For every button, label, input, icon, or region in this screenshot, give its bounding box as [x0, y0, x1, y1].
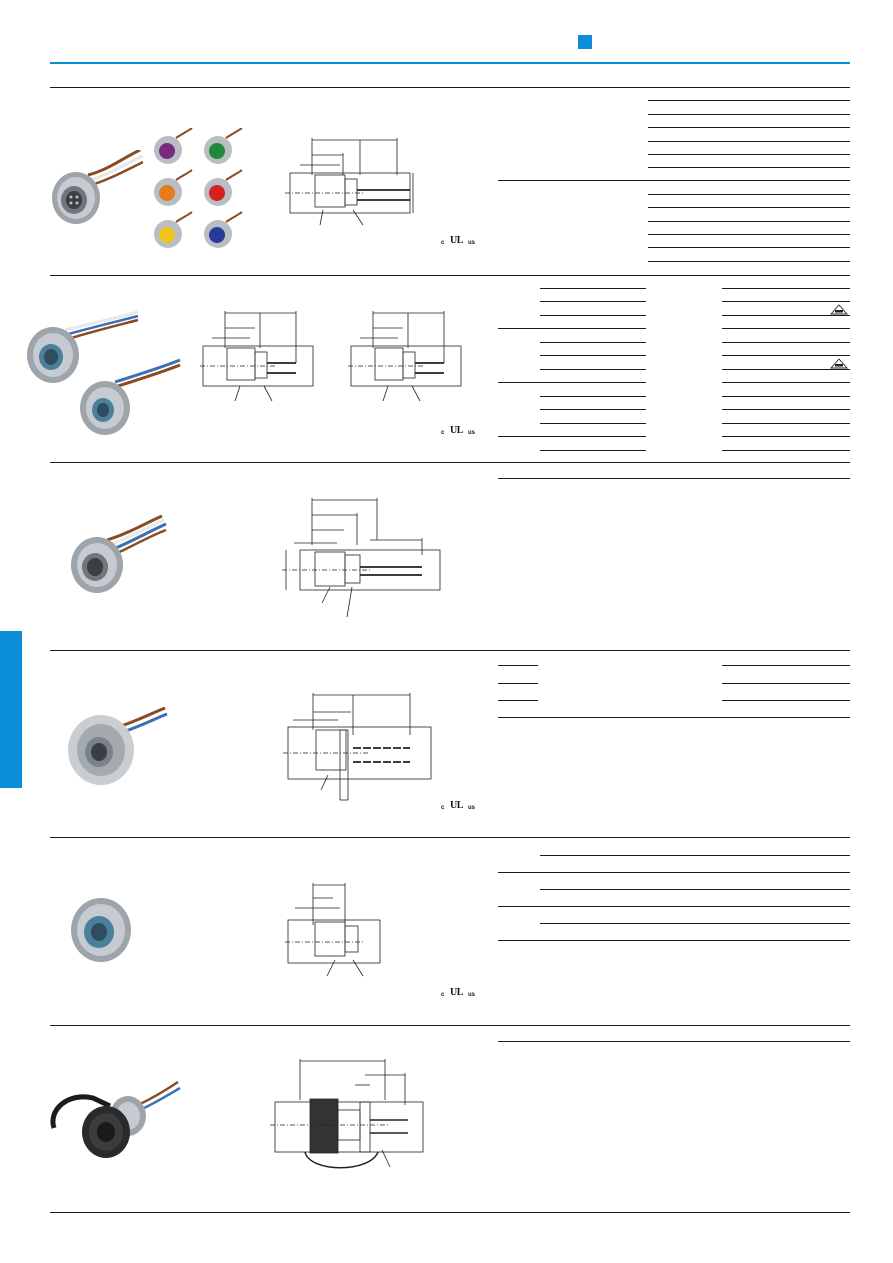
section-divider — [50, 837, 850, 838]
dimension-drawing — [283, 690, 438, 805]
table-rule — [722, 315, 850, 316]
ul-certification-mark: c UL us — [441, 235, 476, 246]
table-rule — [498, 436, 646, 437]
table-rule — [722, 288, 850, 289]
table-rule — [540, 355, 646, 356]
table-rule — [648, 114, 850, 115]
dimension-drawing — [285, 135, 425, 230]
side-index-tab — [0, 631, 22, 788]
table-rule — [648, 221, 850, 222]
header-accent-square — [578, 35, 592, 49]
panel-connector-photo — [48, 150, 143, 230]
table-rule — [722, 382, 850, 383]
two-panel-connectors-photo — [20, 310, 190, 440]
table-rule — [540, 923, 850, 924]
table-rule — [498, 1041, 850, 1042]
table-rule — [722, 328, 850, 329]
section-divider — [50, 650, 850, 651]
vde-approval-icon — [830, 304, 848, 315]
table-rule — [648, 247, 850, 248]
table-rule — [648, 141, 850, 142]
table-rule — [498, 872, 850, 873]
section-divider — [50, 275, 850, 276]
table-rule — [648, 154, 850, 155]
table-rule — [648, 100, 850, 101]
dimension-drawing — [285, 880, 395, 980]
table-rule — [498, 717, 850, 718]
table-rule — [722, 396, 850, 397]
table-rule — [540, 855, 850, 856]
ul-certification-mark: c UL us — [441, 800, 476, 811]
table-rule — [498, 683, 538, 684]
table-rule — [722, 369, 850, 370]
bottom-rule — [50, 1212, 850, 1213]
table-rule — [648, 127, 850, 128]
panel-connector-with-protective-cap-photo — [48, 1080, 183, 1170]
table-rule — [498, 665, 538, 666]
table-rule — [648, 261, 850, 262]
table-rule — [648, 207, 850, 208]
table-rule — [540, 342, 646, 343]
table-rule — [498, 478, 850, 479]
dimension-drawing — [282, 495, 447, 620]
table-rule — [722, 665, 850, 666]
table-rule — [722, 436, 850, 437]
table-rule — [498, 328, 646, 329]
table-rule — [722, 409, 850, 410]
table-rule — [722, 683, 850, 684]
table-rule — [722, 355, 850, 356]
table-rule — [540, 450, 646, 451]
section-divider — [50, 87, 850, 88]
table-rule — [540, 423, 646, 424]
section-divider — [50, 1025, 850, 1026]
table-rule — [498, 382, 646, 383]
table-rule — [498, 940, 850, 941]
table-rule — [540, 369, 646, 370]
table-rule — [722, 342, 850, 343]
table-rule — [648, 234, 850, 235]
color-variants-photo — [148, 128, 258, 253]
ul-certification-mark: c UL us — [441, 425, 476, 436]
section-divider — [50, 462, 850, 463]
ul-certification-mark: c UL us — [441, 987, 476, 998]
table-rule — [498, 180, 850, 181]
table-rule — [498, 906, 850, 907]
table-rule — [540, 396, 646, 397]
flange-panel-connector-photo — [65, 700, 170, 790]
dimension-drawing — [200, 308, 320, 403]
table-rule — [648, 167, 850, 168]
table-rule — [722, 700, 850, 701]
dimension-drawing — [348, 308, 468, 403]
table-rule — [722, 450, 850, 451]
table-rule — [540, 889, 850, 890]
table-rule — [722, 423, 850, 424]
table-rule — [498, 700, 538, 701]
table-rule — [540, 409, 646, 410]
header-rule — [50, 62, 850, 64]
table-rule — [648, 194, 850, 195]
table-rule — [722, 301, 850, 302]
table-rule — [540, 315, 646, 316]
rear-panel-connector-photo — [66, 895, 136, 965]
vde-approval-icon — [830, 358, 848, 369]
table-rule — [540, 301, 646, 302]
dimension-drawing — [270, 1055, 430, 1175]
panel-connector-with-wires-photo — [62, 510, 167, 600]
table-rule — [540, 288, 646, 289]
